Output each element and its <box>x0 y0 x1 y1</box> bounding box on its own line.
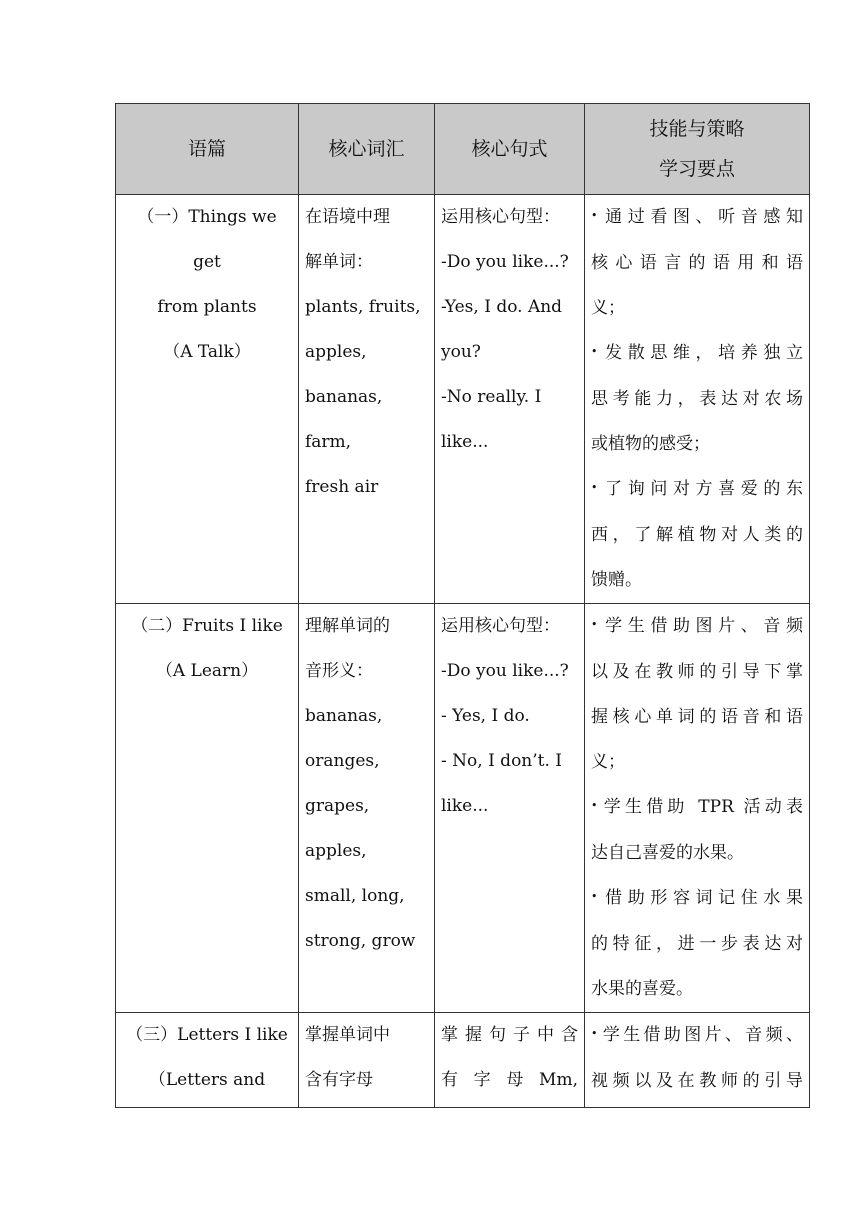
bullet-icon: • <box>591 890 598 903</box>
header-text: 语篇 <box>116 104 299 195</box>
sentence-line: - Yes, I do. <box>441 706 530 726</box>
skill-line: 西，了解植物对人类的 <box>591 525 803 545</box>
skill-line: 达自己喜爱的水果。 <box>591 843 744 863</box>
vocab-line: oranges, <box>305 751 380 771</box>
header-sentences: 核心句式 <box>435 104 585 195</box>
bullet-icon: • <box>591 799 598 812</box>
sentence-line: 掌 握 句 子 中 含 <box>441 1025 578 1045</box>
sentence-line: like... <box>441 796 489 816</box>
sentence-line: 运用核心句型： <box>441 616 560 636</box>
skill-line: 或植物的感受； <box>591 434 710 454</box>
topic-line: （A Learn） <box>155 661 259 681</box>
topic-line: （三）Letters I like <box>126 1025 288 1045</box>
bullet-icon: • <box>591 345 598 358</box>
vocab-line: 含有字母 <box>305 1070 373 1090</box>
vocab-line: 理解单词的 <box>305 616 390 636</box>
header-skills-line: 技能与策略 <box>649 118 745 140</box>
header-row <box>116 104 810 195</box>
sentence-cell <box>435 604 585 1013</box>
skill-line: • 通过看图、听音感知 <box>591 207 803 227</box>
vocab-line: 在语境中理 <box>305 207 390 227</box>
vocab-line: fresh air <box>305 477 379 497</box>
skill-line: 的特征，进一步表达对 <box>591 934 803 954</box>
skill-line: 以及在教师的引导下掌 <box>591 662 803 682</box>
skill-line: 义； <box>591 298 625 318</box>
vocab-line: 解单词： <box>305 252 373 272</box>
header-skills-line: 学习要点 <box>658 158 735 180</box>
lesson-table <box>115 103 810 1108</box>
topic-line: （A Talk） <box>163 342 251 362</box>
table-row <box>116 195 810 604</box>
sentence-cell <box>435 195 585 604</box>
skills-cell <box>585 604 810 1013</box>
topic-cell <box>116 1013 299 1108</box>
topic-cell <box>116 604 299 1013</box>
vocab-line: grapes, apples, <box>305 796 370 861</box>
skill-line: • 学生借助图片、音频 <box>591 616 803 636</box>
skills-cell <box>585 195 810 604</box>
sentence-cell <box>435 1013 585 1108</box>
skill-line: 水果的喜爱。 <box>591 979 693 999</box>
sentence-line: -Do you like...? <box>441 661 569 681</box>
vocab-line: strong, grow <box>305 931 416 951</box>
skill-line: • 了询问对方喜爱的东 <box>591 479 803 499</box>
skill-line: 思考能力，表达对农场 <box>591 389 803 409</box>
sentence-line: -Yes, I do. And <box>441 297 563 317</box>
sentence-line: 运用核心句型： <box>441 207 560 227</box>
vocab-cell <box>299 195 435 604</box>
bullet-icon: • <box>591 618 598 631</box>
vocab-line: bananas, <box>305 706 383 726</box>
skill-line: 握核心单词的语音和语 <box>591 707 803 727</box>
sentence-line: like... <box>441 432 489 452</box>
skill-line: • 学生借助 TPR 活动表 <box>591 797 803 817</box>
sentence-line: you? <box>441 342 481 362</box>
topic-line: （二）Fruits I like <box>131 616 283 636</box>
header-vocab: 核心词汇 <box>299 104 435 195</box>
vocab-line: bananas, farm, <box>305 387 383 452</box>
vocab-line: apples, <box>305 342 367 362</box>
vocab-line: small, long, <box>305 886 405 906</box>
topic-line: （Letters and <box>148 1070 266 1090</box>
sentence-line: -Do you like...? <box>441 252 569 272</box>
bullet-icon: • <box>591 1027 598 1040</box>
table-row <box>116 604 810 1013</box>
sentence-line: 有 字 母 Mm, <box>441 1070 578 1090</box>
vocab-cell <box>299 604 435 1013</box>
vocab-line: 音形义： <box>305 661 373 681</box>
topic-line: from plants <box>157 297 257 317</box>
bullet-icon: • <box>591 481 598 494</box>
skill-line: 馈赠。 <box>591 570 642 590</box>
vocab-line: plants, fruits, <box>305 297 421 317</box>
skill-line: • 借助形容词记住水果 <box>591 888 803 908</box>
sentence-line: -No really. I <box>441 387 542 407</box>
skills-cell <box>585 1013 810 1108</box>
skill-line: 视频以及在教师的引导 <box>591 1071 803 1091</box>
vocab-line: 掌握单词中 <box>305 1025 390 1045</box>
skill-line: • 学生借助图片、音频、 <box>591 1025 803 1045</box>
bullet-icon: • <box>591 209 598 222</box>
table-row <box>116 1013 810 1108</box>
vocab-cell <box>299 1013 435 1108</box>
topic-line: （一）Things we get <box>137 207 277 272</box>
topic-cell <box>116 195 299 604</box>
skill-line: 核 心 语 言 的 语 用 和 语 <box>591 253 803 273</box>
sentence-line: - No, I don’t. I <box>441 751 563 771</box>
skill-line: 义； <box>591 752 625 772</box>
skill-line: • 发散思维，培养独立 <box>591 343 803 363</box>
header-skills <box>585 104 810 195</box>
